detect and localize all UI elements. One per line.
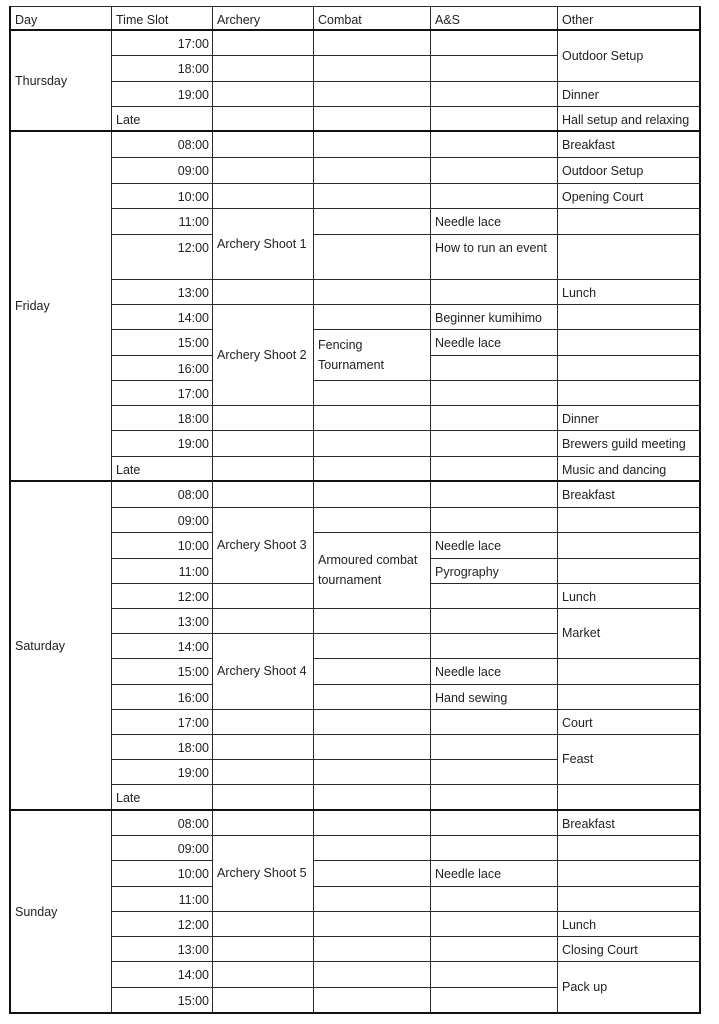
grid-line <box>430 355 558 356</box>
grid-line <box>557 208 701 209</box>
time-slot: 10:00 <box>177 867 209 881</box>
grid-line <box>430 987 558 988</box>
grid-line <box>313 234 431 235</box>
event-cell-other: Court <box>562 716 593 730</box>
header-time-slot: Time Slot <box>116 13 169 27</box>
grid-line <box>212 279 314 280</box>
grid-line <box>212 784 314 785</box>
time-slot: 19:00 <box>177 766 209 780</box>
event-cell-other: Outdoor Setup <box>562 164 644 178</box>
event-cell-archery: Archery Shoot 4 <box>217 664 307 678</box>
grid-line <box>212 81 314 82</box>
grid-line <box>313 329 431 330</box>
grid-line <box>111 456 213 457</box>
grid-line <box>212 157 314 158</box>
event-cell-other: Hall setup and relaxing <box>562 113 690 127</box>
grid-line <box>111 987 213 988</box>
grid-line <box>313 507 431 508</box>
grid-line <box>111 532 213 533</box>
grid-line <box>111 279 213 280</box>
grid-line <box>313 734 431 735</box>
grid-line <box>111 329 213 330</box>
grid-line <box>313 684 431 685</box>
grid-line <box>430 911 558 912</box>
grid-line <box>430 208 558 209</box>
event-cell-archery: Archery Shoot 3 <box>217 538 307 552</box>
grid-line <box>111 709 213 710</box>
grid-line <box>111 81 213 82</box>
time-slot: Late <box>116 791 141 805</box>
grid-line <box>313 658 431 659</box>
grid-line <box>111 183 213 184</box>
time-slot: Late <box>116 113 141 127</box>
grid-line <box>10 29 701 31</box>
grid-line <box>557 430 701 431</box>
grid-line <box>212 106 314 107</box>
grid-line <box>313 279 431 280</box>
grid-line <box>557 583 701 584</box>
grid-line <box>212 583 314 584</box>
time-slot: 16:00 <box>177 362 209 376</box>
grid-line <box>111 886 213 887</box>
time-slot: 15:00 <box>177 665 209 679</box>
grid-line <box>10 1012 701 1014</box>
header-archery: Archery <box>217 13 261 27</box>
grid-line <box>313 936 431 937</box>
grid-line <box>212 608 314 609</box>
grid-line <box>111 936 213 937</box>
grid-line <box>313 633 431 634</box>
grid-line <box>212 709 314 710</box>
event-cell-archery: Archery Shoot 2 <box>217 347 307 362</box>
event-cell-other: Feast <box>562 752 594 766</box>
grid-line <box>111 304 213 305</box>
event-cell-archery: Archery Shoot 1 <box>217 236 307 251</box>
day-label-thursday: Thursday <box>15 73 68 88</box>
time-slot: 11:00 <box>178 893 209 907</box>
grid-line <box>212 633 314 634</box>
grid-line <box>212 55 314 56</box>
event-cell-other: Lunch <box>562 286 597 300</box>
event-cell-other: Breakfast <box>562 138 615 152</box>
time-slot: 13:00 <box>177 286 209 300</box>
grid-line <box>313 709 431 710</box>
grid-line <box>557 329 701 330</box>
grid-line <box>557 279 701 280</box>
grid-line <box>111 430 213 431</box>
grid-line <box>212 759 314 760</box>
grid-line <box>430 183 558 184</box>
grid-line <box>557 784 701 785</box>
grid-line <box>557 608 701 609</box>
grid-line <box>430 784 558 785</box>
grid-line <box>430 55 558 56</box>
grid-line <box>212 430 314 431</box>
day-label-sunday: Sunday <box>15 904 58 919</box>
grid-line <box>430 886 558 887</box>
grid-line <box>557 886 701 887</box>
grid-line <box>430 835 558 836</box>
grid-line <box>313 430 431 431</box>
grid-line <box>111 860 213 861</box>
grid-line <box>430 860 558 861</box>
grid-line <box>430 456 558 457</box>
time-slot: 14:00 <box>177 311 209 325</box>
event-cell-archery: Archery Shoot 5 <box>217 866 307 880</box>
grid-line <box>557 81 701 82</box>
grid-line <box>557 860 701 861</box>
event-cell-other: Breakfast <box>562 817 615 831</box>
time-slot: 12:00 <box>177 590 209 604</box>
event-cell-as: Beginner kumihimo <box>435 311 542 325</box>
grid-line <box>313 81 431 82</box>
grid-line <box>111 583 213 584</box>
grid-line <box>313 183 431 184</box>
grid-line <box>313 380 431 381</box>
event-cell-other: Lunch <box>562 590 597 604</box>
grid-line <box>313 759 431 760</box>
grid-line <box>430 709 558 710</box>
grid-line <box>111 911 213 912</box>
event-cell-other: Pack up <box>562 980 608 994</box>
time-slot: 17:00 <box>177 37 209 51</box>
grid-line <box>430 734 558 735</box>
grid-line <box>212 183 314 184</box>
grid-line <box>430 279 558 280</box>
grid-line <box>557 507 701 508</box>
grid-line <box>430 633 558 634</box>
grid-line <box>557 106 701 107</box>
grid-line <box>430 558 558 559</box>
grid-line <box>10 130 701 132</box>
time-slot: 12:00 <box>177 241 209 255</box>
time-slot: 10:00 <box>177 190 209 204</box>
grid-line <box>557 835 701 836</box>
grid-line <box>430 684 558 685</box>
header-as: A&S <box>435 13 461 27</box>
grid-line <box>111 784 213 785</box>
grid-line <box>430 380 558 381</box>
grid-line <box>313 55 431 56</box>
time-slot: 17:00 <box>177 387 209 401</box>
event-cell-other: Music and dancing <box>562 463 667 477</box>
grid-line <box>557 304 701 305</box>
grid-line <box>111 106 213 107</box>
grid-line <box>313 405 431 406</box>
time-slot: 11:00 <box>178 215 209 229</box>
grid-line <box>313 835 431 836</box>
event-cell-other: Breakfast <box>562 488 615 502</box>
grid-line <box>111 734 213 735</box>
grid-line <box>313 911 431 912</box>
time-slot: 17:00 <box>177 716 209 730</box>
time-slot: 09:00 <box>177 842 209 856</box>
event-cell-combat: Fencing Tournament <box>318 337 385 372</box>
event-cell-as: How to run an event <box>435 241 547 255</box>
time-slot: 18:00 <box>177 62 209 76</box>
grid-line <box>313 304 431 305</box>
grid-line <box>212 835 314 836</box>
grid-line <box>430 507 558 508</box>
grid-line <box>313 157 431 158</box>
event-cell-other: Opening Court <box>562 190 644 204</box>
time-slot: 09:00 <box>177 514 209 528</box>
grid-line <box>212 961 314 962</box>
grid-line <box>557 183 701 184</box>
event-cell-as: Needle lace <box>435 336 502 350</box>
grid-line <box>430 608 558 609</box>
day-label-friday: Friday <box>15 299 50 313</box>
time-slot: 14:00 <box>177 640 209 654</box>
grid-line <box>557 961 701 962</box>
grid-line <box>430 329 558 330</box>
grid-line <box>430 430 558 431</box>
grid-line <box>557 911 701 912</box>
grid-line <box>430 658 558 659</box>
grid-line <box>212 456 314 457</box>
time-slot: Late <box>116 463 141 477</box>
grid-line <box>212 304 314 305</box>
grid-line <box>557 456 701 457</box>
event-cell-other: Dinner <box>562 88 599 102</box>
grid-line <box>111 684 213 685</box>
grid-line <box>10 480 701 482</box>
time-slot: 13:00 <box>177 943 209 957</box>
grid-line <box>557 355 701 356</box>
event-cell-as: Hand sewing <box>435 691 508 705</box>
event-cell-as: Needle lace <box>435 215 502 229</box>
grid-line <box>111 208 213 209</box>
header-combat: Combat <box>318 13 362 27</box>
time-slot: 12:00 <box>177 918 209 932</box>
grid-line <box>212 987 314 988</box>
grid-line <box>430 583 558 584</box>
time-slot: 10:00 <box>177 539 209 553</box>
grid-line <box>111 355 213 356</box>
event-cell-other: Dinner <box>562 412 599 426</box>
grid-line <box>313 208 431 209</box>
grid-line <box>430 759 558 760</box>
grid-line <box>430 532 558 533</box>
grid-line <box>430 81 558 82</box>
grid-line <box>212 507 314 508</box>
grid-line <box>212 734 314 735</box>
grid-line <box>313 532 431 533</box>
grid-line <box>557 734 701 735</box>
day-label-saturday: Saturday <box>15 638 66 653</box>
grid-line <box>430 961 558 962</box>
grid-line <box>313 961 431 962</box>
event-cell-as: Pyrography <box>435 565 499 579</box>
grid-line <box>430 106 558 107</box>
grid-line <box>557 234 701 235</box>
grid-line <box>111 55 213 56</box>
grid-line <box>313 886 431 887</box>
grid-line <box>557 532 701 533</box>
time-slot: 18:00 <box>177 412 209 426</box>
grid-line <box>111 507 213 508</box>
time-slot: 16:00 <box>177 691 209 705</box>
time-slot: 08:00 <box>177 138 209 152</box>
grid-line <box>313 106 431 107</box>
time-slot: 09:00 <box>177 164 209 178</box>
time-slot: 18:00 <box>177 741 209 755</box>
header-other: Other <box>562 13 594 27</box>
event-cell-other: Closing Court <box>562 943 638 957</box>
grid-line <box>111 234 213 235</box>
time-slot: 14:00 <box>177 968 209 982</box>
grid-line <box>430 157 558 158</box>
time-slot: 15:00 <box>177 994 209 1008</box>
time-slot: 15:00 <box>177 336 209 350</box>
grid-line <box>313 860 431 861</box>
time-slot: 11:00 <box>178 565 209 579</box>
grid-line <box>557 380 701 381</box>
grid-line <box>111 608 213 609</box>
event-cell-as: Needle lace <box>435 867 502 881</box>
grid-line <box>111 157 213 158</box>
event-cell-other: Market <box>562 626 601 640</box>
grid-line <box>557 709 701 710</box>
time-slot: 19:00 <box>177 88 209 102</box>
grid-line <box>313 987 431 988</box>
event-cell-other: Lunch <box>562 918 597 932</box>
time-slot: 08:00 <box>177 817 209 831</box>
time-slot: 13:00 <box>177 615 209 629</box>
grid-line <box>557 558 701 559</box>
grid-line <box>430 234 558 235</box>
grid-line <box>430 936 558 937</box>
grid-line <box>10 809 701 811</box>
grid-line <box>111 961 213 962</box>
grid-line <box>557 658 701 659</box>
grid-line <box>212 936 314 937</box>
grid-line <box>557 936 701 937</box>
grid-line <box>313 784 431 785</box>
header-day: Day <box>15 13 38 27</box>
event-cell-as: Needle lace <box>435 539 502 553</box>
grid-line <box>557 684 701 685</box>
event-cell-as: Needle lace <box>435 665 502 679</box>
grid-line <box>212 911 314 912</box>
grid-line <box>10 6 701 7</box>
grid-line <box>9 6 11 1014</box>
event-cell-combat: Armoured combat tournament <box>318 553 418 587</box>
grid-line <box>111 633 213 634</box>
grid-line <box>111 835 213 836</box>
grid-line <box>111 558 213 559</box>
event-cell-other: Brewers guild meeting <box>562 437 686 451</box>
grid-line <box>111 759 213 760</box>
grid-line <box>212 405 314 406</box>
grid-line <box>212 208 314 209</box>
grid-line <box>430 405 558 406</box>
grid-line <box>557 405 701 406</box>
time-slot: 19:00 <box>177 437 209 451</box>
grid-line <box>111 405 213 406</box>
grid-line <box>313 456 431 457</box>
grid-line <box>313 608 431 609</box>
grid-line <box>430 304 558 305</box>
time-slot: 08:00 <box>177 488 209 502</box>
grid-line <box>557 157 701 158</box>
grid-line <box>111 658 213 659</box>
grid-line <box>111 380 213 381</box>
event-cell-other: Outdoor Setup <box>562 48 644 63</box>
